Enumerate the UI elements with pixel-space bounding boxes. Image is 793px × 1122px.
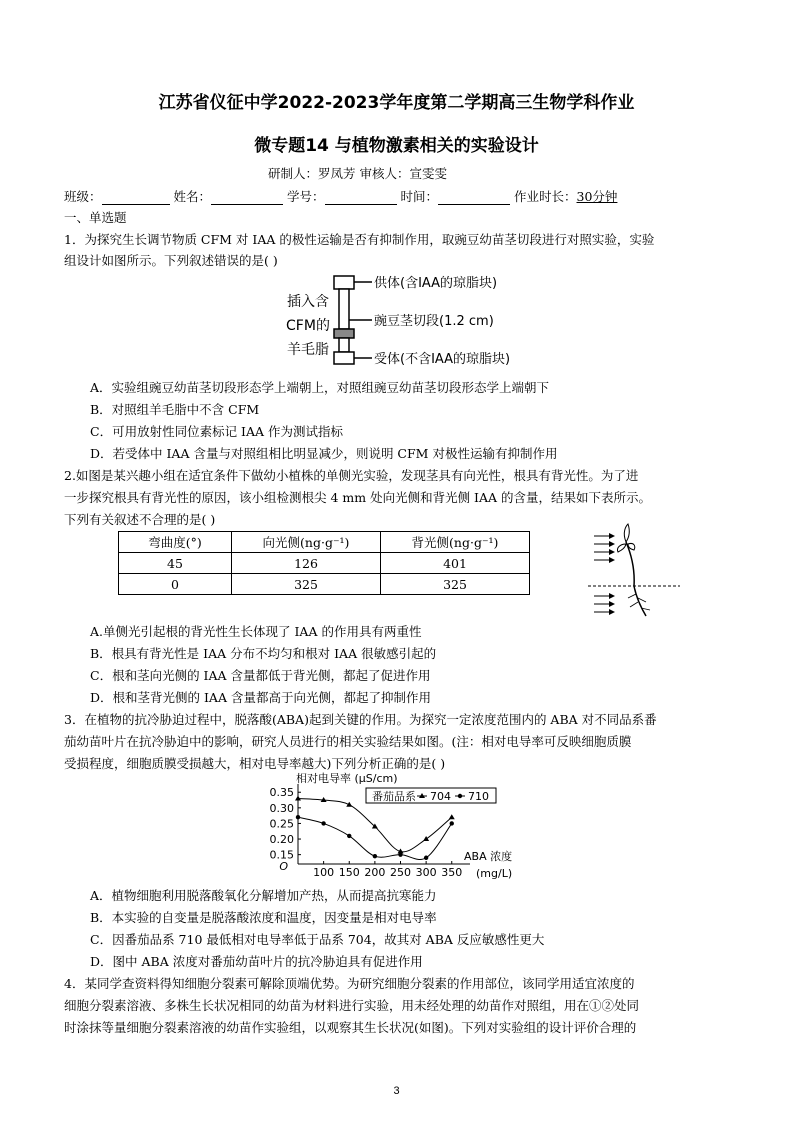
lanolin-band	[334, 329, 354, 338]
table-header-cell: 背光侧(ng·g⁻¹)	[381, 532, 530, 553]
q1-option-a: A．实验组豌豆幼苗茎切段形态学上端朝上，对照组豌豆幼苗茎切段形态学上端朝下	[90, 380, 550, 395]
q3-chart	[262, 770, 542, 882]
chart-xlabel: ABA 浓度	[464, 850, 513, 863]
q2-option-b: B．根具有背光性是 IAA 分布不均匀和根对 IAA 很敏感引起的	[90, 646, 437, 661]
table-row	[119, 574, 530, 595]
receiver-block	[334, 352, 354, 364]
data-point-710	[398, 852, 402, 856]
chart-xunit: (mg/L)	[476, 867, 513, 880]
q1-left-label-1: 插入含	[287, 294, 329, 310]
x-tick-label: 150	[338, 866, 360, 879]
id-blank	[325, 192, 397, 205]
q3-stem-line1: 3．在植物的抗冷胁迫过程中，脱落酸(ABA)起到关键的作用。为探究一定浓度范围内的 ABA 对不同品系番	[64, 712, 657, 727]
table-row	[119, 553, 530, 574]
q2-stem-line1: 2.如图是某兴趣小组在适宜条件下做幼小植株的单侧光实验，发现茎具有向光性，根具有背光性。为了进	[64, 468, 639, 483]
table-cell: 0	[119, 574, 232, 595]
origin-label: O	[279, 860, 288, 873]
section-heading: 一、单选题	[64, 210, 127, 225]
y-tick-label: 0.20	[269, 833, 294, 847]
light-arrows	[594, 536, 614, 612]
seedling-diagram	[588, 522, 680, 620]
page-title: 江苏省仪征中学2022-2023学年度第二学期高三生物学科作业	[158, 93, 635, 113]
q1-diagram-left-labels	[286, 293, 330, 358]
table-cell: 401	[381, 553, 530, 574]
table-cell: 325	[232, 574, 381, 595]
data-point-704	[423, 836, 429, 841]
table-header-cell: 向光侧(ng·g⁻¹)	[232, 532, 381, 553]
data-point-704	[449, 814, 455, 819]
q3-option-b: B．本实验的自变量是脱落酸浓度和温度，因变量是相对电导率	[90, 910, 437, 925]
legend-label-704: 704	[430, 790, 451, 803]
legend-title: 番茄品系	[372, 790, 416, 803]
class-blank	[102, 192, 170, 205]
q2-option-c: C．根和茎向光侧的 IAA 含量都低于背光侧，都起了促进作用	[90, 668, 431, 683]
data-point-710	[373, 854, 377, 858]
name-blank	[211, 192, 283, 205]
data-point-710	[450, 821, 454, 825]
q3-stem-line2: 茄幼苗叶片在抗冷胁迫中的影响，研究人员进行的相关实验结果如图。(注：相对电导率可反映细胞质膜	[64, 734, 632, 749]
time-label: 时间：	[400, 189, 439, 204]
duration-label: 作业时长：	[514, 189, 577, 204]
data-point-710	[296, 815, 300, 819]
table-cell: 126	[232, 553, 381, 574]
q3-option-a: A．植物细胞利用脱落酸氧化分解增加产热，从而提高抗寒能力	[90, 888, 437, 903]
x-tick-label: 100	[313, 866, 335, 879]
q1-stem-line2: 组设计如图所示。下列叙述错误的是( )	[64, 253, 278, 268]
stem-segment-upper	[339, 289, 349, 329]
q4-stem-line2: 细胞分裂素溶液、多株生长状况相同的幼苗为材料进行实验，用未经处理的幼苗作对照组，用在①②处同	[64, 998, 640, 1013]
student-info-row	[64, 187, 617, 205]
q1-left-label-2: CFM的	[286, 318, 330, 334]
data-point-704	[295, 795, 301, 800]
data-point-710	[347, 834, 351, 838]
duration-value: 30分钟	[576, 189, 618, 204]
q4-stem-line3: 时涂抹等量细胞分裂素溶液的幼苗作实验组，以观察其生长状况(如图)。下列对实验组的设计评价合理的	[64, 1020, 637, 1035]
table-cell: 325	[381, 574, 530, 595]
name-label: 姓名：	[173, 189, 212, 204]
q1-left-label-3: 羊毛脂	[287, 342, 329, 358]
stem-segment-lower	[339, 338, 349, 352]
q2-table	[118, 531, 530, 595]
y-tick-label: 0.25	[269, 817, 294, 831]
series-line-710	[298, 817, 452, 859]
y-tick-label: 0.35	[269, 786, 294, 800]
q3-option-c: C．因番茄品系 710 最低相对电导率低于品系 704，故其对 ABA 反应敏感性更大	[90, 932, 545, 947]
authors: 研制人：罗凤芳 审核人：宣雯雯	[268, 166, 447, 181]
table-header-row	[119, 532, 530, 553]
y-tick-label: 0.15	[269, 848, 294, 862]
y-tick-label: 0.30	[269, 801, 294, 815]
x-tick-label: 200	[364, 866, 386, 879]
legend-label-710: 710	[468, 790, 489, 803]
data-point-710	[424, 856, 428, 860]
q1-option-d: D．若受体中 IAA 含量与对照组相比明显减少，则说明 CFM 对极性运输有抑制作用	[90, 446, 558, 461]
q2-option-a: A.单侧光引起根的背光性生长体现了 IAA 的作用具有两重性	[90, 624, 422, 639]
time-blank	[438, 192, 510, 205]
donor-label: 供体(含IAA的琼脂块)	[374, 276, 498, 291]
table-header-cell: 弯曲度(°)	[119, 532, 232, 553]
x-tick-label: 350	[441, 866, 463, 879]
x-tick-label: 300	[415, 866, 437, 879]
q1-diagram	[268, 268, 518, 372]
segment-label: 豌豆茎切段(1.2 cm)	[374, 314, 494, 329]
page-subtitle: 微专题14 与植物激素相关的实验设计	[254, 136, 539, 156]
q1-option-c: C．可用放射性同位素标记 IAA 作为测试指标	[90, 424, 344, 439]
q3-stem-line3: 受损程度，细胞质膜受损越大，相对电导率越大)下列分析正确的是( )	[64, 756, 446, 771]
data-point-710	[321, 821, 325, 825]
table-cell: 45	[119, 553, 232, 574]
leaf-bud	[624, 524, 629, 542]
q2-option-d: D．根和茎背光侧的 IAA 含量都高于向光侧，都起了抑制作用	[90, 690, 431, 705]
q1-option-b: B．对照组羊毛脂中不含 CFM	[90, 402, 260, 417]
page-number: 3	[393, 1085, 400, 1097]
donor-block	[334, 276, 354, 289]
q2-stem-line3: 下列有关叙述不合理的是( )	[64, 512, 216, 527]
q4-stem-line1: 4．某同学查资料得知细胞分裂素可解除顶端优势。为研究细胞分裂素的作用部位，该同学用适宜浓度的	[64, 976, 635, 991]
x-tick-label: 250	[390, 866, 411, 879]
id-label: 学号：	[287, 189, 325, 204]
q3-option-d: D．图中 ABA 浓度对番茄幼苗叶片的抗冷胁迫具有促进作用	[90, 954, 423, 969]
receiver-label: 受体(不含IAA的琼脂块)	[374, 352, 511, 367]
chart-ylabel: 相对电导率 (μS/cm)	[296, 772, 398, 785]
class-label: 班级：	[64, 189, 102, 204]
q2-stem-line2: 一步探究根具有背光性的原因，该小组检测根尖 4 mm 处向光侧和背光侧 IAA 的含量，结果如下表所示。	[64, 490, 652, 505]
q1-stem-line1: 1．为探究生长调节物质 CFM 对 IAA 的极性运输是否有抑制作用，取豌豆幼苗茎切段进行对照实验，实验	[64, 232, 655, 247]
